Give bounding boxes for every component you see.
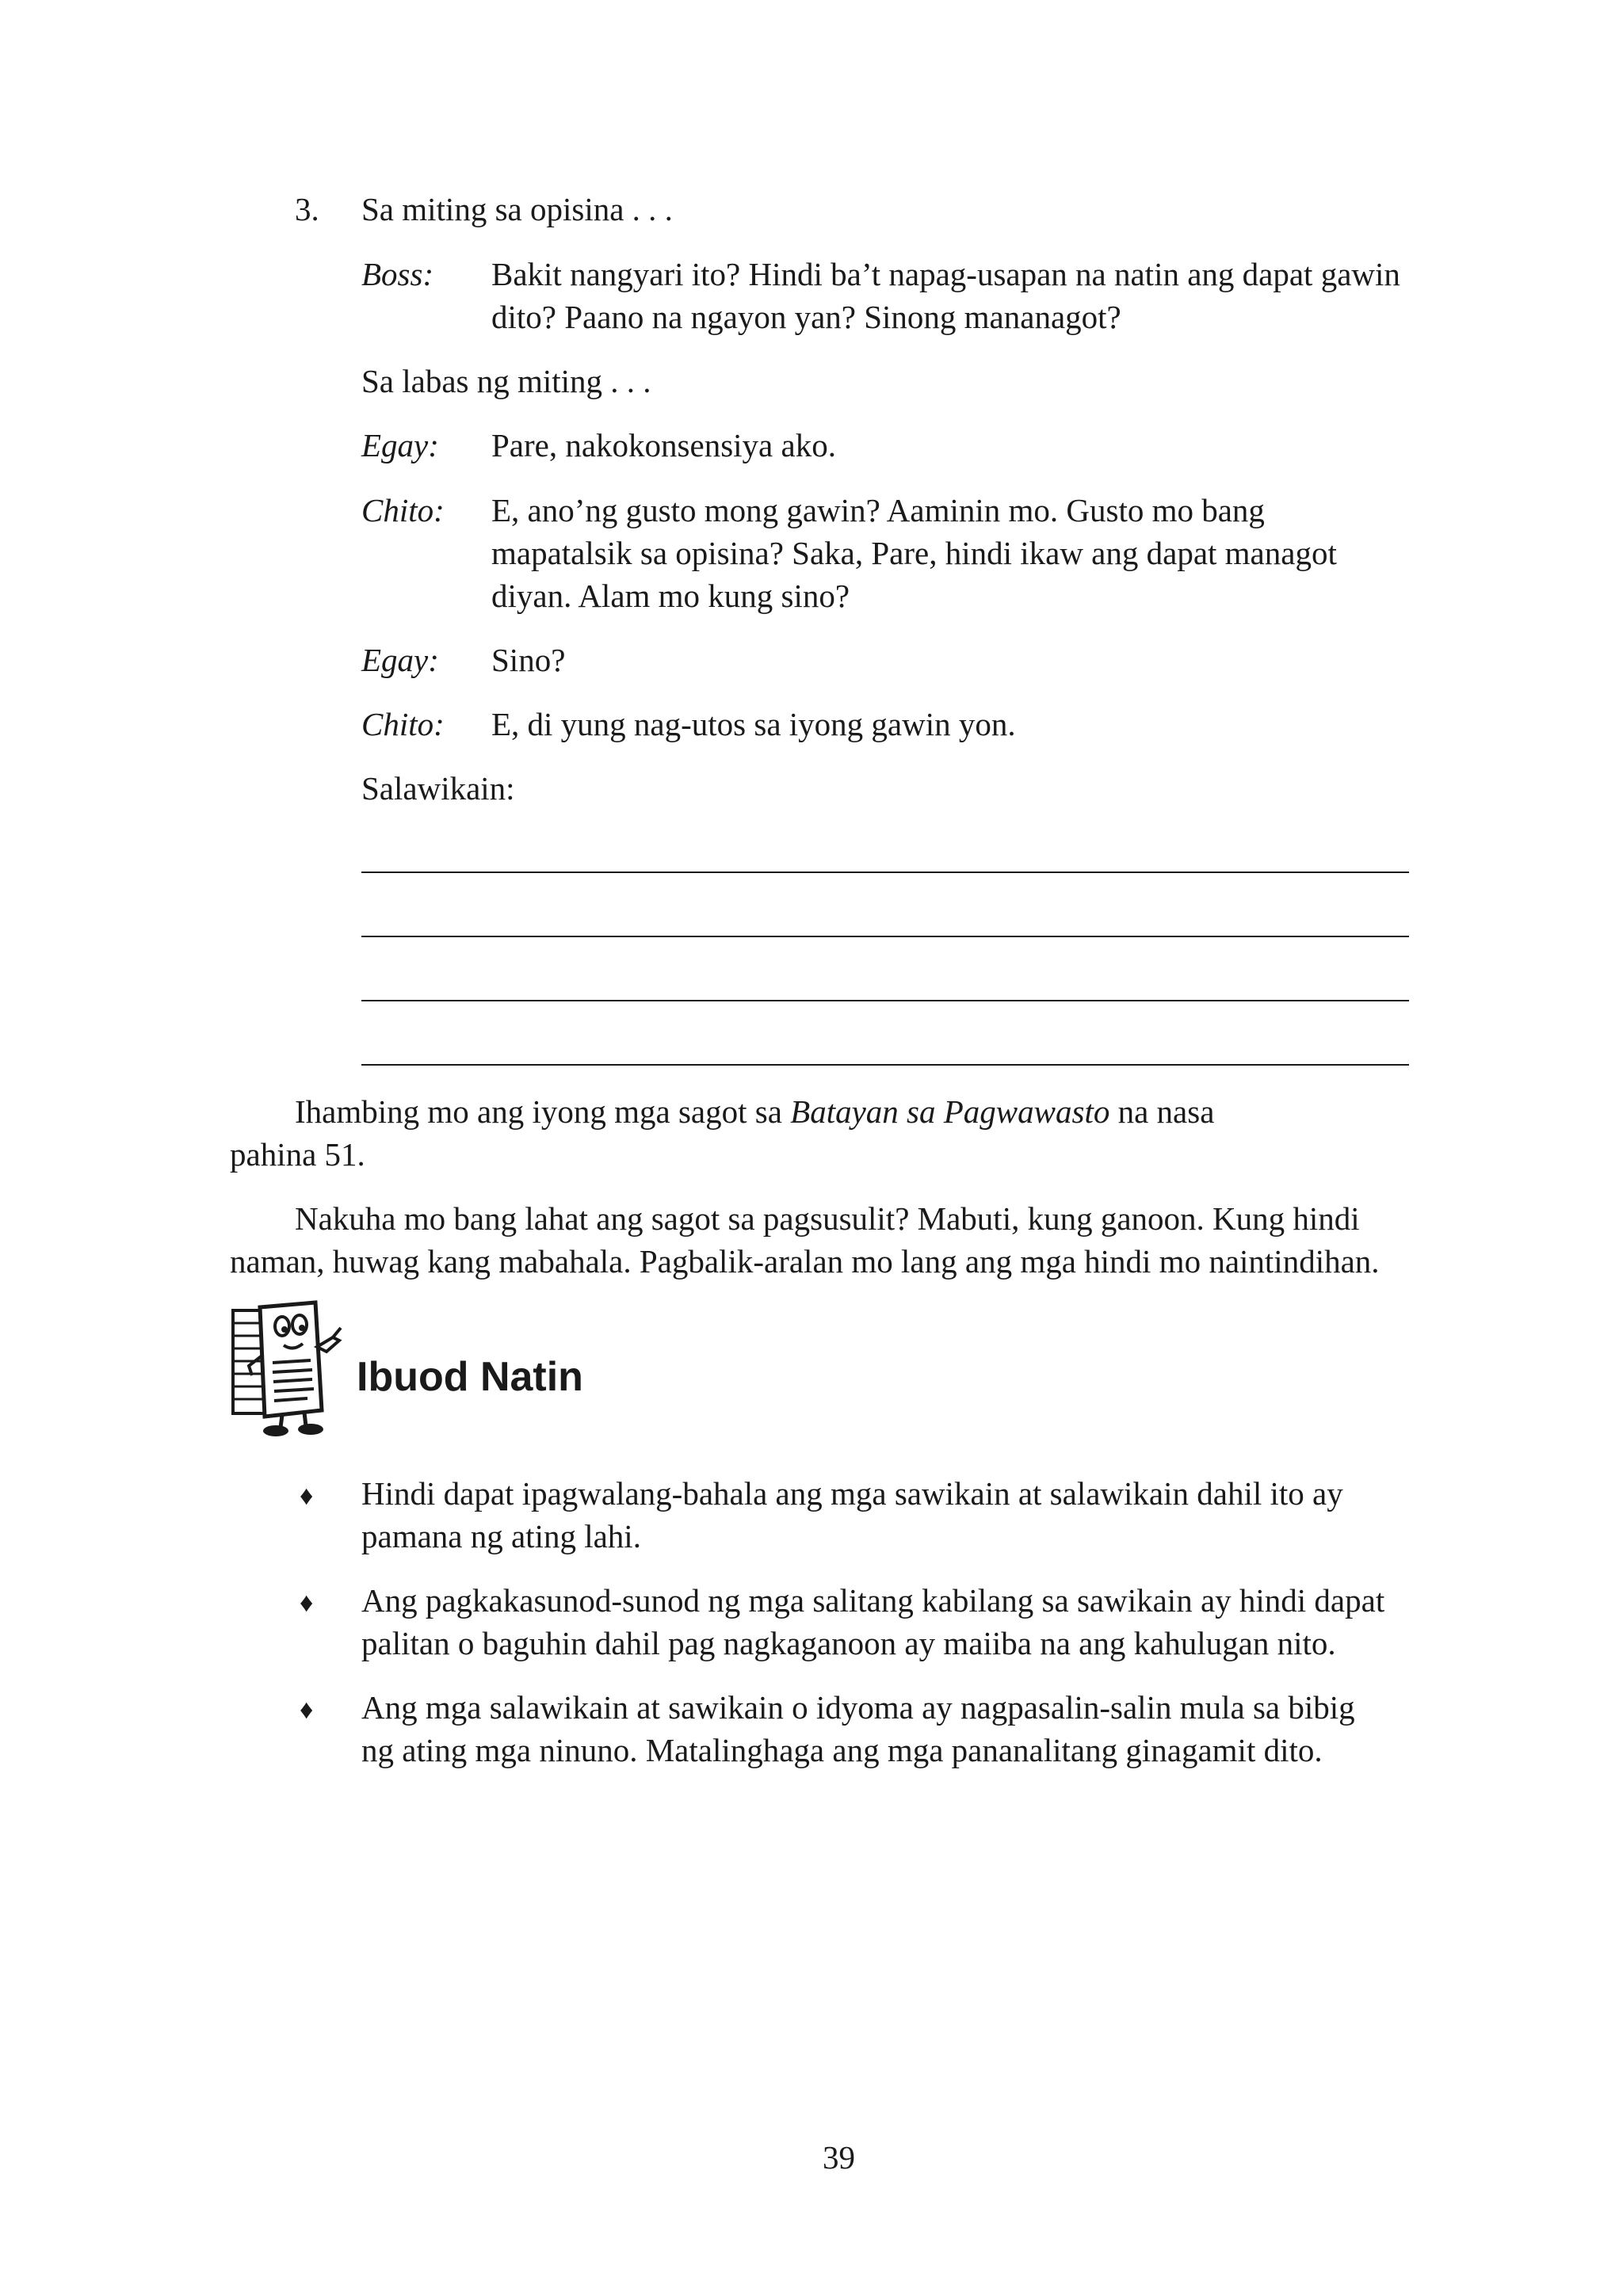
dialogue-line: diyan. Alam mo kung sino? [491,578,850,614]
result-paragraph-line1: Nakuha mo bang lahat ang sagot sa pagsusulit? Mabuti, kung ganoon. Kung hindi [295,1200,1360,1237]
diamond-bullet-icon: ♦ [300,1589,314,1618]
diamond-bullet-icon: ♦ [300,1695,314,1725]
speaker-chito: Chito: [361,706,445,742]
summary-bullet-line: Hindi dapat ipagwalang-bahala ang mga sawikain at salawikain dahil ito ay [361,1475,1343,1512]
item-number: 3. [295,191,319,227]
dialogue-line: E, ano’ng gusto mong gawin? Aaminin mo. Gusto mo bang [491,492,1265,528]
answer-line[interactable] [361,936,1409,937]
compare-paragraph-line1: Ihambing mo ang iyong mga sagot sa Batayan sa Pagwawasto na nasa [295,1093,1215,1130]
result-paragraph-line2: naman, huwag kang mabahala. Pagbalik-aralan mo lang ang mga hindi mo naintindihan. [230,1243,1380,1280]
answer-key-title: Batayan sa Pagwawasto [790,1093,1110,1130]
speaker-egay: Egay: [361,642,439,678]
scene-label: Sa labas ng miting . . . [361,363,651,399]
speaker-egay: Egay: [361,427,439,463]
diamond-bullet-icon: ♦ [300,1482,314,1511]
answer-line[interactable] [361,1000,1409,1001]
reading-document-mascot-icon [228,1299,347,1438]
compare-paragraph-line2: pahina 51. [230,1136,365,1173]
summary-bullet-line: pamana ng ating lahi. [361,1518,641,1554]
summary-bullet-line: ng ating mga ninuno. Matalinghaga ang mga pananalitang ginagamit dito. [361,1732,1323,1768]
summary-bullet-line: Ang pagkakasunod-sunod ng mga salitang kabilang sa sawikain ay hindi dapat [361,1582,1385,1619]
dialogue-line: Pare, nakokonsensiya ako. [491,427,836,463]
speaker-boss: Boss: [361,256,434,292]
answer-line[interactable] [361,871,1409,873]
dialogue-line: dito? Paano na ngayon yan? Sinong mananagot? [491,299,1121,335]
summary-bullet-line: Ang mga salawikain at sawikain o idyoma ay nagpasalin-salin mula sa bibig [361,1689,1355,1726]
dialogue-line: Bakit nangyari ito? Hindi ba’t napag-usapan na natin ang dapat gawin [491,256,1400,292]
dialogue-line: E, di yung nag-utos sa iyong gawin yon. [491,706,1016,742]
section-heading: Ibuod Natin [357,1354,583,1400]
page-number: 39 [823,2139,855,2176]
summary-bullet-line: palitan o baguhin dahil pag nagkaganoon ay maiiba na ang kahulugan nito. [361,1625,1336,1661]
answer-line[interactable] [361,1064,1409,1066]
speaker-chito: Chito: [361,492,445,528]
item-title: Sa miting sa opisina . . . [361,191,673,227]
dialogue-line: mapatalsik sa opisina? Saka, Pare, hindi ikaw ang dapat managot [491,535,1337,571]
dialogue-line: Sino? [491,642,566,678]
answer-label: Salawikain: [361,770,515,807]
